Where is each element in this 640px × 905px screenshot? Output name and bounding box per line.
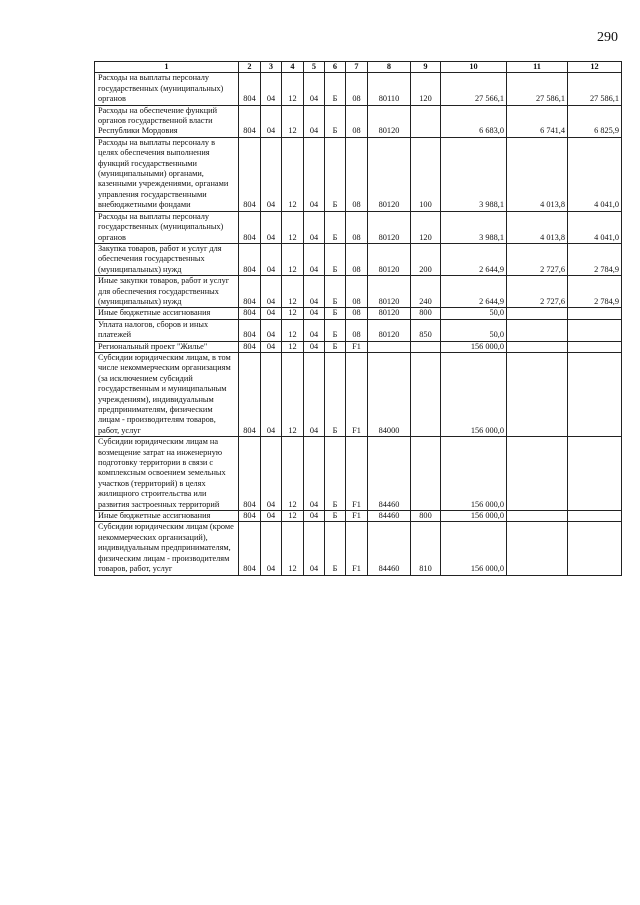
table-row [95,308,622,319]
row-value-cell: 08 [346,105,368,137]
row-value-cell: F1 [346,352,368,436]
row-value-cell: 12 [282,308,304,319]
budget-table [94,61,622,576]
row-value-cell: 12 [282,105,304,137]
table-row [95,73,622,105]
header-cell: 1 [95,62,239,73]
row-value-cell: F1 [346,511,368,522]
row-value-cell: 12 [282,522,304,575]
row-value-cell: 804 [239,352,261,436]
row-value-cell: 04 [304,511,325,522]
row-value-cell [507,308,568,319]
row-name-cell: Субсидии юридическим лицам на возмещение затрат на инженерную подготовку территории в связи с комплексным освоением земельных участков (территорий) в целях жилищного строительства или развития застроенных территорий [95,437,239,511]
row-value-cell: 12 [282,276,304,308]
row-value-cell [568,437,622,511]
row-value-cell: 804 [239,341,261,352]
row-value-cell [507,352,568,436]
row-value-cell: 04 [304,522,325,575]
header-cell: 9 [411,62,441,73]
row-value-cell [568,341,622,352]
row-name-cell: Иные закупки товаров, работ и услуг для обеспечения государственных (муниципальных) нужд [95,276,239,308]
row-value-cell: 804 [239,105,261,137]
row-value-cell: 27 586,1 [507,73,568,105]
row-value-cell: 04 [261,73,282,105]
row-value-cell: 27 566,1 [441,73,507,105]
row-value-cell: 156 000,0 [441,341,507,352]
table-row [95,522,622,575]
row-value-cell: 120 [411,73,441,105]
row-value-cell: 4 041,0 [568,137,622,211]
row-value-cell: 80120 [368,319,411,341]
row-value-cell: 04 [304,73,325,105]
row-value-cell: 2 784,9 [568,276,622,308]
row-value-cell: 12 [282,352,304,436]
row-value-cell [368,341,411,352]
row-value-cell: 04 [261,437,282,511]
table-row [95,511,622,522]
row-value-cell: 80120 [368,105,411,137]
row-value-cell [507,437,568,511]
row-value-cell: 200 [411,243,441,275]
row-name-cell: Иные бюджетные ассигнования [95,511,239,522]
row-value-cell: 804 [239,73,261,105]
row-value-cell: 12 [282,511,304,522]
row-value-cell: 08 [346,319,368,341]
row-value-cell: 04 [261,308,282,319]
row-value-cell: 04 [304,276,325,308]
row-value-cell: Б [325,341,346,352]
row-value-cell: 804 [239,137,261,211]
page-number: 290 [597,30,618,45]
row-value-cell: 08 [346,243,368,275]
row-value-cell [568,511,622,522]
row-name-cell: Субсидии юридическим лицам (кроме некоммерческих организаций), индивидуальным предпринимателям, физическим лицам - производителям товаров, работ, услуг [95,522,239,575]
row-value-cell: 04 [261,105,282,137]
row-value-cell: 804 [239,276,261,308]
row-value-cell: 04 [261,511,282,522]
row-value-cell: 12 [282,211,304,243]
row-value-cell [507,522,568,575]
row-value-cell: 100 [411,137,441,211]
row-value-cell: 08 [346,276,368,308]
row-value-cell: 2 727,6 [507,276,568,308]
row-value-cell: 04 [261,137,282,211]
header-cell: 12 [568,62,622,73]
row-value-cell: 2 644,9 [441,276,507,308]
row-value-cell: 04 [261,243,282,275]
row-name-cell: Расходы на выплаты персоналу государственных (муниципальных) органов [95,73,239,105]
row-value-cell: 50,0 [441,308,507,319]
row-value-cell: 04 [261,319,282,341]
row-value-cell: 80120 [368,243,411,275]
row-value-cell: 84460 [368,522,411,575]
row-value-cell: 80120 [368,137,411,211]
row-value-cell: F1 [346,522,368,575]
row-value-cell: 04 [261,276,282,308]
row-value-cell: 12 [282,437,304,511]
row-value-cell [411,341,441,352]
row-value-cell: 80120 [368,276,411,308]
row-value-cell: Б [325,73,346,105]
header-cell: 4 [282,62,304,73]
row-value-cell: 804 [239,511,261,522]
row-value-cell [507,341,568,352]
row-value-cell: 04 [304,319,325,341]
table-row [95,243,622,275]
row-value-cell: 04 [304,352,325,436]
row-value-cell: 80110 [368,73,411,105]
row-value-cell: 04 [304,437,325,511]
header-cell: 8 [368,62,411,73]
row-value-cell: 27 586,1 [568,73,622,105]
row-value-cell: 04 [261,522,282,575]
row-value-cell: 6 683,0 [441,105,507,137]
table-row [95,341,622,352]
row-value-cell: 08 [346,73,368,105]
table-row [95,137,622,211]
table-header [95,62,622,73]
row-value-cell [568,319,622,341]
row-value-cell: 04 [304,211,325,243]
row-value-cell: 4 041,0 [568,211,622,243]
row-value-cell: 6 825,9 [568,105,622,137]
row-value-cell: 08 [346,308,368,319]
header-cell: 7 [346,62,368,73]
row-value-cell: Б [325,352,346,436]
row-value-cell: 6 741,4 [507,105,568,137]
row-value-cell: 04 [304,243,325,275]
row-value-cell: Б [325,105,346,137]
row-value-cell [568,352,622,436]
row-value-cell: 3 988,1 [441,137,507,211]
row-value-cell: 804 [239,522,261,575]
row-value-cell: 04 [261,341,282,352]
row-value-cell: 156 000,0 [441,437,507,511]
row-value-cell: F1 [346,437,368,511]
row-value-cell: 80120 [368,211,411,243]
row-value-cell: 800 [411,511,441,522]
header-cell: 2 [239,62,261,73]
header-cell: 11 [507,62,568,73]
row-value-cell: 804 [239,308,261,319]
row-value-cell: 04 [261,352,282,436]
row-value-cell: 04 [261,211,282,243]
row-value-cell: Б [325,308,346,319]
row-value-cell: 12 [282,341,304,352]
row-value-cell: Б [325,319,346,341]
row-value-cell: 80120 [368,308,411,319]
row-value-cell: 08 [346,137,368,211]
row-name-cell: Иные бюджетные ассигнования [95,308,239,319]
row-value-cell: 2 644,9 [441,243,507,275]
row-name-cell: Расходы на обеспечение функций органов государственной власти Республики Мордовия [95,105,239,137]
row-value-cell: Б [325,522,346,575]
row-value-cell: 804 [239,319,261,341]
row-value-cell: Б [325,511,346,522]
row-value-cell: 12 [282,73,304,105]
row-value-cell: 3 988,1 [441,211,507,243]
row-value-cell: Б [325,211,346,243]
row-value-cell [411,352,441,436]
row-value-cell: 04 [304,308,325,319]
row-value-cell: 850 [411,319,441,341]
row-value-cell [568,308,622,319]
row-name-cell: Уплата налогов, сборов и иных платежей [95,319,239,341]
row-name-cell: Расходы на выплаты персоналу государственных (муниципальных) органов [95,211,239,243]
row-value-cell: 04 [304,137,325,211]
row-value-cell [507,511,568,522]
row-value-cell: 804 [239,211,261,243]
table-row [95,211,622,243]
row-value-cell: 12 [282,137,304,211]
row-name-cell: Субсидии юридическим лицам, в том числе некоммерческим организациям (за исключением субсидий государственным и муниципальным учреждениям), индивидуальным предпринимателям, физическим лицам - производителям товаров, работ, услуг [95,352,239,436]
row-value-cell: 800 [411,308,441,319]
table-row [95,437,622,511]
row-value-cell: 2 784,9 [568,243,622,275]
row-name-cell: Расходы на выплаты персоналу в целях обеспечения выполнения функций государственными (муниципальными) органами, казенными учреждениями, органами управления государственными внебюджетными фондами [95,137,239,211]
row-value-cell: Б [325,243,346,275]
row-value-cell [411,437,441,511]
row-value-cell: Б [325,137,346,211]
row-value-cell: 84460 [368,437,411,511]
header-cell: 6 [325,62,346,73]
row-value-cell: 04 [304,105,325,137]
row-value-cell: 240 [411,276,441,308]
row-value-cell: Б [325,437,346,511]
row-value-cell: Б [325,276,346,308]
row-value-cell: 12 [282,319,304,341]
row-value-cell: F1 [346,341,368,352]
row-value-cell [507,319,568,341]
row-value-cell: 12 [282,243,304,275]
row-name-cell: Региональный проект "Жилье" [95,341,239,352]
table-body [95,73,622,575]
row-value-cell: 84460 [368,511,411,522]
header-cell: 5 [304,62,325,73]
row-value-cell: 04 [304,341,325,352]
row-value-cell: 810 [411,522,441,575]
row-value-cell: 4 013,8 [507,211,568,243]
row-value-cell: 156 000,0 [441,352,507,436]
row-value-cell: 156 000,0 [441,511,507,522]
row-value-cell: 2 727,6 [507,243,568,275]
header-cell: 3 [261,62,282,73]
row-name-cell: Закупка товаров, работ и услуг для обеспечения государственных (муниципальных) нужд [95,243,239,275]
row-value-cell: 156 000,0 [441,522,507,575]
row-value-cell: 4 013,8 [507,137,568,211]
table-row [95,319,622,341]
table-row [95,105,622,137]
row-value-cell: 08 [346,211,368,243]
row-value-cell [568,522,622,575]
table-row [95,276,622,308]
row-value-cell: 804 [239,437,261,511]
row-value-cell [411,105,441,137]
header-cell: 10 [441,62,507,73]
row-value-cell: 84000 [368,352,411,436]
row-value-cell: 120 [411,211,441,243]
row-value-cell: 50,0 [441,319,507,341]
table-row [95,352,622,436]
row-value-cell: 804 [239,243,261,275]
